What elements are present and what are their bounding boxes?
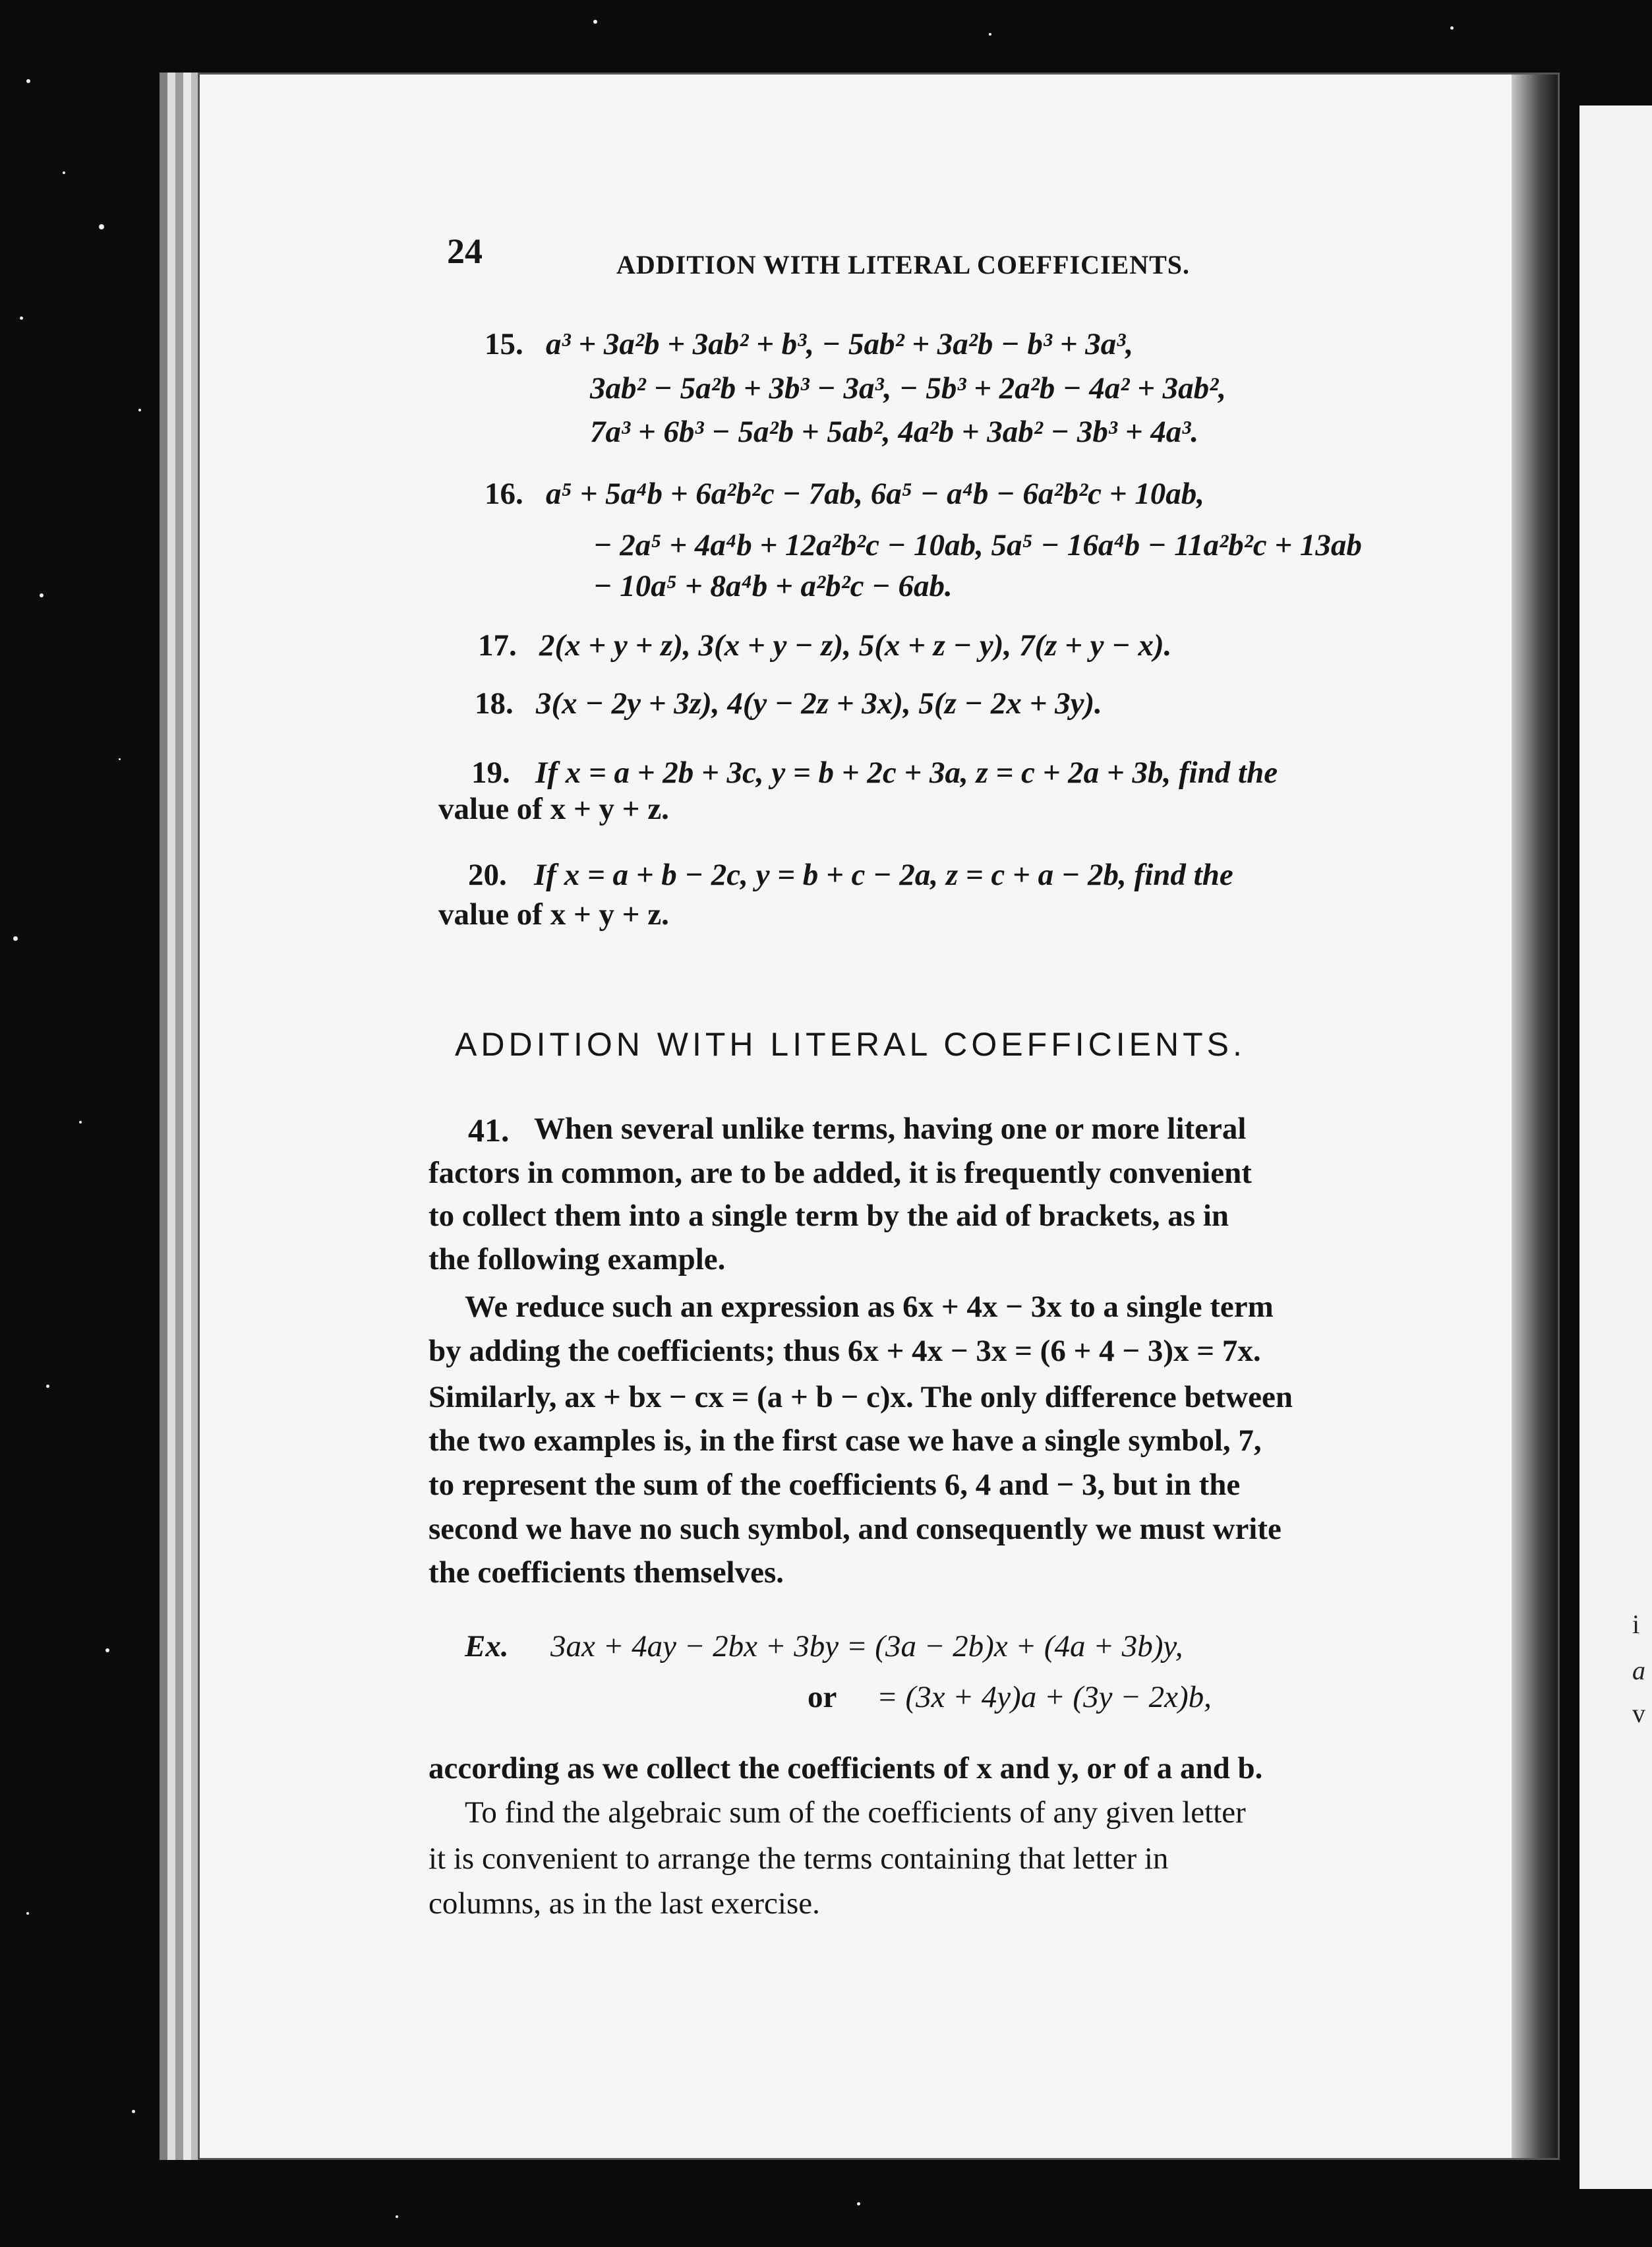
exercise-number: 18. [475,686,514,721]
page-number: 24 [447,231,483,271]
paragraph-line: second we have no such symbol, and consequently we must write [428,1512,1282,1546]
running-head-title: ADDITION WITH LITERAL COEFFICIENTS. [616,250,1191,280]
paragraph-line: it is convenient to arrange the terms containing that letter in [428,1842,1169,1876]
exercise-number: 19. [471,756,510,790]
article-number [468,1111,510,1149]
paragraph-line: to collect them into a single term by the aid of brackets, as in [428,1199,1229,1233]
exercise-line: a³ + 3a²b + 3ab² + b³, − 5ab² + 3a²b − b³ + 3a³, [546,327,1134,361]
exercise-number: 16. [485,477,523,511]
exercise-line: value of x + y + z. [438,792,669,826]
exercise-line: If x = a + b − 2c, y = b + c − 2a, z = c + a − 2b, find the [534,858,1233,892]
exercise-line: 3ab² − 5a²b + 3b³ − 3a³, − 5b³ + 2a²b − 4a² + 3ab², [590,371,1226,405]
exercise-line: If x = a + 2b + 3c, y = b + 2c + 3a, z = c + 2a + 3b, find the [535,756,1278,790]
paragraph-line: factors in common, are to be added, it is frequently convenient [428,1156,1252,1190]
exercise-line: 7a³ + 6b³ − 5a²b + 5ab², 4a²b + 3ab² − 3b³ + 4a³. [590,415,1199,449]
paragraph-line: Similarly, ax + bx − cx = (a + b − c)x. The only difference between [428,1380,1293,1414]
exercise-line: a⁵ + 5a⁴b + 6a²b²c − 7ab, 6a⁵ − a⁴b − 6a²b²c + 10ab, [546,477,1204,511]
exercise-line: − 2a⁵ + 4a⁴b + 12a²b²c − 10ab, 5a⁵ − 16a⁴b − 11a²b²c + 13ab [593,528,1362,562]
paragraph-line: We reduce such an expression as 6x + 4x − 3x to a single term [465,1290,1274,1324]
exercise-number: 17. [478,628,517,663]
example-label: Ex. [465,1629,509,1663]
opposite-page-letter: i [1632,1609,1640,1639]
section-heading: ADDITION WITH LITERAL COEFFICIENTS. [455,1026,1246,1063]
paragraph-line: the two examples is, in the first case we have a single symbol, 7, [428,1423,1262,1458]
exercise-line: − 10a⁵ + 8a⁴b + a²b²c − 6ab. [593,569,953,603]
opposite-page-letter: v [1632,1698,1645,1728]
exercise-number: 20. [468,858,507,892]
opposite-page-letter: a [1632,1656,1645,1685]
exercise-line: 2(x + y + z), 3(x + y − z), 5(x + z − y), 7(z + y − x). [539,628,1172,663]
paragraph-line: columns, as in the last exercise. [428,1886,820,1921]
page-gutter-shadow [1512,75,1558,2158]
paragraph-line: the following example. [428,1242,726,1276]
example-equation: 3ax + 4ay − 2bx + 3by = (3a − 2b)x + (4a + 3b)y, [550,1629,1183,1663]
exercise-line: 3(x − 2y + 3z), 4(y − 2z + 3x), 5(z − 2x + 3y). [536,686,1102,721]
exercise-line: value of x + y + z. [438,897,669,932]
paragraph-line: to represent the sum of the coefficients 6, 4 and − 3, but in the [428,1468,1241,1502]
exercise-number: 15. [485,327,523,361]
paragraph-line: To find the algebraic sum of the coefficients of any given letter [465,1795,1246,1830]
paragraph-line: by adding the coefficients; thus 6x + 4x − 3x = (6 + 4 − 3)x = 7x. [428,1334,1261,1368]
example-or: or [808,1680,837,1714]
paragraph-line: according as we collect the coefficients of x and y, or of a and b. [428,1751,1263,1785]
example-equation: = (3x + 4y)a + (3y − 2x)b, [877,1680,1212,1714]
article-number-text: 41. [468,1112,510,1149]
paragraph-line: the coefficients themselves. [428,1555,784,1590]
opposite-page-edge [1579,105,1652,2189]
paragraph-line: When several unlike terms, having one or more literal [534,1112,1247,1146]
